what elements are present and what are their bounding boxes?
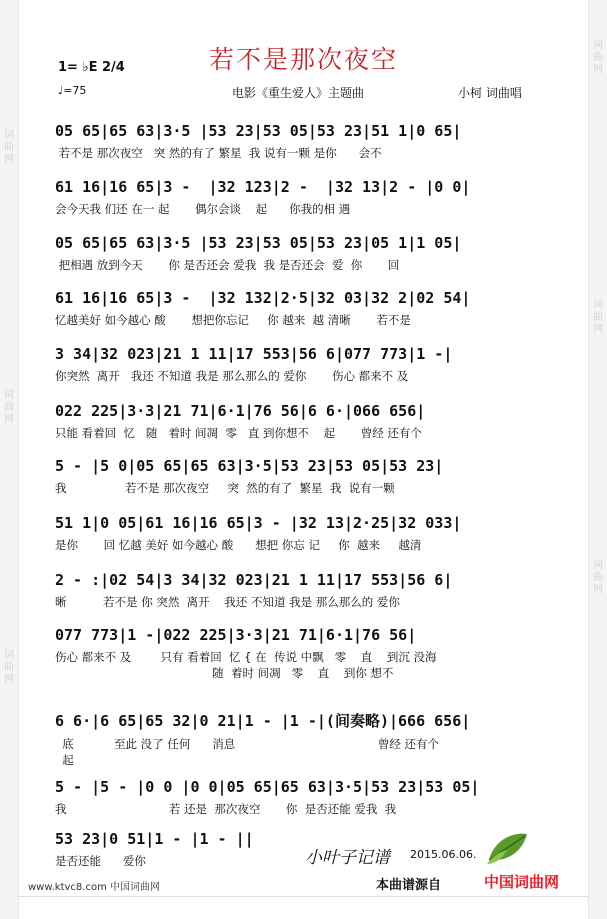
score-row	[55, 571, 555, 610]
score-row	[55, 710, 555, 768]
score-row	[55, 457, 555, 496]
watermark: 词 曲 网	[593, 300, 603, 335]
notation-line: 077 773|1 -|022 225|3·3|21 71|6·1|76 56|	[55, 626, 417, 644]
lyric-line: 底 至此 没了 任何 消息 曾经 还有个	[55, 737, 439, 751]
song-title: 若不是那次夜空	[208, 45, 398, 74]
score-row	[55, 626, 555, 681]
notation-line: 6 6·|6 65|65 32|0 21|1 - |1 -|(间奏略)|666 656|	[55, 712, 471, 730]
notation-line: 5 - |5 - |0 0 |0 0|05 65|65 63|3·5|53 23|53 05|	[55, 778, 480, 796]
song-subtitle: 电影《重生爱人》主题曲	[232, 86, 365, 100]
scribe-date: 2015.06.06.	[410, 848, 477, 861]
site-url: www.ktvc8.com 中国词曲网	[28, 882, 161, 893]
notation-line: 51 1|0 05|61 16|16 65|3 - |32 13|2·25|32 033|	[55, 514, 462, 532]
lyric-line: 伤心 都来不 及 只有 看着回 忆 { 在 传说 中飘 零 直 到沉 没海	[55, 650, 437, 664]
lyric-line: 只能 看着回 忆 随 着时 间凋 零 直 到你想不 起 曾经 还有个	[55, 426, 422, 440]
watermark: 词 曲 网	[4, 650, 14, 685]
footer-divider	[18, 896, 589, 897]
notation-line: 05 65|65 63|3·5 |53 23|53 05|53 23|51 1|0 65|	[55, 122, 462, 140]
watermark: 词 曲 网	[593, 560, 603, 595]
lyric-line-alt: 随 着时 间凋 零 直 到你 想不	[55, 666, 394, 680]
score-row	[55, 122, 555, 161]
notation-line: 61 16|16 65|3 - |32 123|2 - |32 13|2 - |0 0|	[55, 178, 471, 196]
notation-line: 3 34|32 023|21 1 11|17 553|56 6|077 773|1 -|	[55, 345, 453, 363]
lyric-line: 是否还能 爱你	[55, 854, 146, 868]
watermark: 词 曲 网	[4, 130, 14, 165]
left-margin-strip	[0, 0, 19, 919]
lyric-line: 是你 回 忆越 美好 如今越心 酸 想把 你忘 记 你 越来 越清	[55, 538, 422, 552]
lyric-line: 我 若不是 那次夜空 突 然的有了 繁星 我 说有一颗	[55, 481, 395, 495]
lyric-line: 会今天我 们还 在一 起 偶尔会谈 起 你我的相 遇	[55, 202, 351, 216]
notation-line: 05 65|65 63|3·5 |53 23|53 05|53 23|05 1|1 05|	[55, 234, 462, 252]
notation-line: 022 225|3·3|21 71|6·1|76 56|6 6·|066 656|	[55, 402, 426, 420]
score-row	[55, 178, 555, 217]
notation-line: 61 16|16 65|3 - |32 132|2·5|32 03|32 2|02 54|	[55, 289, 471, 307]
lyric-line: 我 若 还是 那次夜空 你 是否还能 爱我 我	[55, 802, 397, 816]
notation-line: 5 - |5 0|05 65|65 63|3·5|53 23|53 05|53 23|	[55, 457, 444, 475]
scribe-signature: 小叶子记谱	[305, 848, 390, 868]
watermark: 词 曲 网	[593, 40, 603, 75]
score-row	[55, 514, 555, 553]
source-label: 本曲谱源自	[376, 878, 442, 893]
leaf-icon	[485, 830, 529, 866]
score-row	[55, 778, 555, 817]
score-row	[55, 234, 555, 273]
notation-line: 53 23|0 51|1 - |1 - ||	[55, 830, 254, 848]
lyric-line: 忆越美好 如今越心 酸 想把你忘记 你 越来 越 清晰 若不是	[55, 313, 411, 327]
lyric-line: 你突然 离开 我还 不知道 我是 那么那么的 爱你 伤心 都来不 及	[55, 369, 409, 383]
lyric-line: 把相遇 放到今天 你 是否还会 爱我 我 是否还会 爱 你 回	[55, 258, 400, 272]
key-signature: 1= ♭E 2/4	[58, 60, 125, 75]
lyric-line: 若不是 那次夜空 突 然的有了 繁星 我 说有一颗 是你 会不	[55, 146, 382, 160]
score-row	[55, 289, 555, 328]
right-margin-strip	[588, 0, 607, 919]
notation-line: 2 - :|02 54|3 34|32 023|21 1 11|17 553|56 6|	[55, 571, 453, 589]
score-row	[55, 345, 555, 384]
tempo-marking: ♩=75	[58, 84, 87, 97]
song-author: 小柯 词曲唱	[458, 86, 522, 100]
brand-name: 中国词曲网	[484, 873, 560, 891]
score-row	[55, 402, 555, 441]
lyric-line-alt: 起	[55, 753, 74, 767]
watermark: 词 曲 网	[4, 390, 14, 425]
lyric-line: 晰 若不是 你 突然 离开 我还 不知道 我是 那么那么的 爱你	[55, 595, 400, 609]
